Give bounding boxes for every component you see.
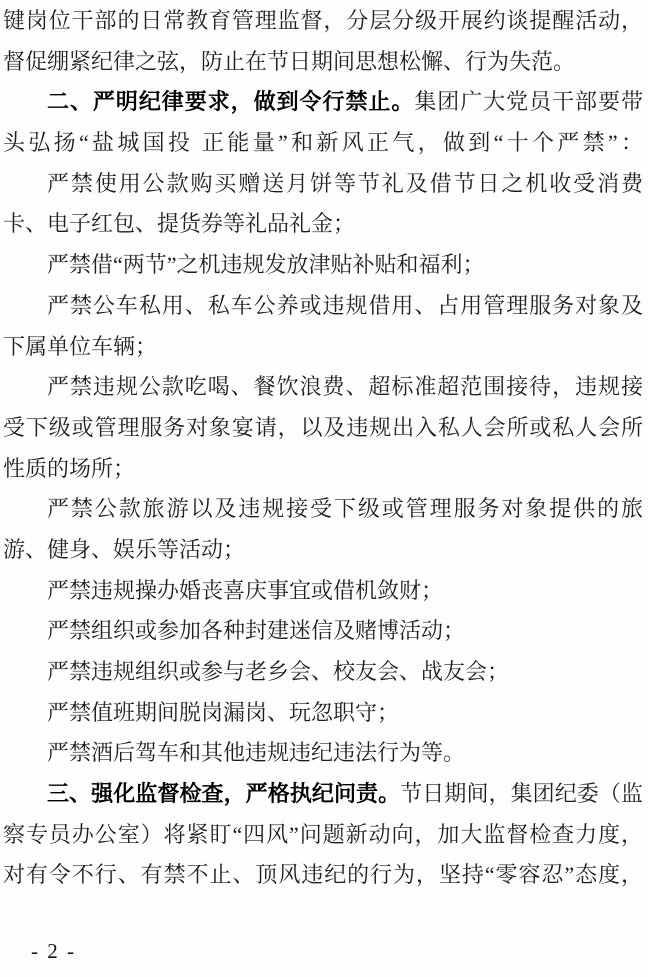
text-line <box>3 611 643 652</box>
section-heading: 二、严明纪律要求，做到令行禁止。 <box>47 89 415 115</box>
text-line <box>3 855 643 896</box>
line-text: 督促绷紧纪律之弦，防止在节日期间思想松懈、行为失范。 <box>3 48 576 74</box>
line-text: 性质的场所； <box>3 455 136 481</box>
line-text: 对有令不行、有禁不止、顶风违纪的行为，坚持“零容忍”态度， <box>3 862 643 888</box>
line-text: 严禁组织或参加各种封建迷信及赌博活动； <box>47 618 466 644</box>
text-line <box>3 449 643 490</box>
section-heading: 三、强化监督检查，严格执纪问责。 <box>47 781 401 807</box>
text-line <box>3 693 643 734</box>
line-text: 下属单位车辆； <box>3 333 158 359</box>
text-line <box>3 204 643 245</box>
text-line <box>3 286 643 327</box>
text-line <box>3 82 643 123</box>
line-text: 键岗位干部的日常教育管理监督，分层分级开展约谈提醒活动， <box>3 8 643 33</box>
text-line <box>3 774 643 815</box>
text-line <box>3 571 643 612</box>
line-text: 严禁违规组织或参与老乡会、校友会、战友会； <box>47 659 510 684</box>
text-line <box>3 367 643 408</box>
text-line <box>3 123 643 164</box>
text-line <box>3 530 643 571</box>
line-text: 严禁使用公款购买赠送月饼等节礼及借节日之机收受消费 <box>47 170 643 196</box>
text-content <box>3 1 643 896</box>
text-line <box>3 815 643 856</box>
page-number: - 2 - <box>31 939 76 964</box>
text-line <box>3 733 643 774</box>
text-line <box>3 1 643 42</box>
text-line <box>3 408 643 449</box>
line-text: 卡、电子红包、提货券等礼品礼金； <box>3 211 356 237</box>
line-text: 受下级或管理服务对象宴请，以及违规出入私人会所或私人会所 <box>3 414 643 440</box>
text-line <box>3 42 643 83</box>
line-text: 集团广大党员干部要带 <box>414 89 643 115</box>
line-text: 严禁酒后驾车和其他违规违纪违法行为等。 <box>47 740 466 766</box>
text-line <box>3 327 643 368</box>
text-line <box>3 164 643 205</box>
line-text: 游、健身、娱乐等活动； <box>3 536 246 562</box>
text-line <box>3 489 643 530</box>
line-text: 严禁值班期间脱岗漏岗、玩忽职守； <box>47 699 400 725</box>
line-text: 严禁公车私用、私车公养或违规借用、占用管理服务对象及 <box>47 292 643 318</box>
line-text: 严禁借“两节”之机违规发放津贴补贴和福利； <box>47 252 485 278</box>
line-text: 严禁违规公款吃喝、餐饮浪费、超标准超范围接待，违规接 <box>47 374 643 400</box>
line-text: 察专员办公室）将紧盯“四风”问题新动向，加大监督检查力度， <box>3 821 643 847</box>
text-line <box>3 652 643 693</box>
text-line <box>3 245 643 286</box>
line-text: 节日期间，集团纪委（监 <box>400 781 643 807</box>
line-text: 头弘扬“盐城国投 正能量”和新风正气，做到“十个严禁”： <box>3 130 643 156</box>
line-text: 严禁公款旅游以及违规接受下级或管理服务对象提供的旅 <box>47 496 643 522</box>
line-text: 严禁违规操办婚丧喜庆事宜或借机敛财； <box>47 577 444 603</box>
